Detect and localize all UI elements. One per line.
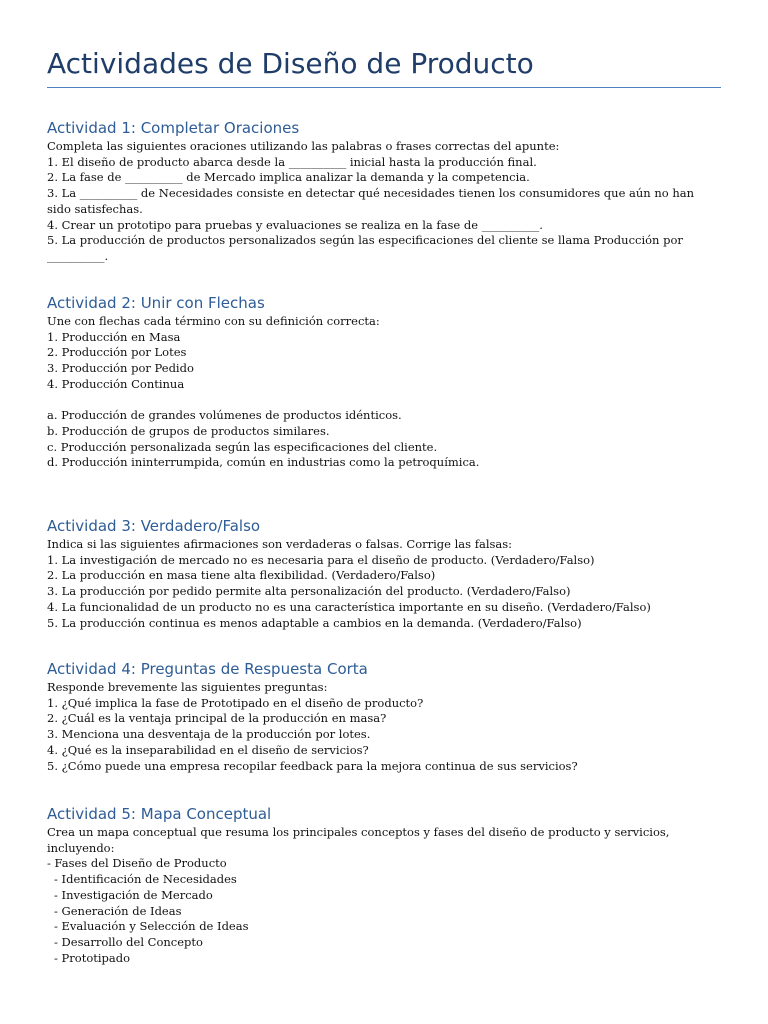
- term-item: 2. Producción por Lotes: [47, 345, 187, 360]
- statement-item: 2. La producción en masa tiene alta flexibilidad. (Verdadero/Falso): [47, 568, 436, 583]
- sub-list-item: - Prototipado: [54, 950, 131, 965]
- list-item: - Fases del Diseño de Producto: [47, 856, 227, 871]
- activity-2: [47, 292, 737, 471]
- statement-item: 4. La funcionalidad de un producto no es una característica importante en su diseño. (Verdadero/Falso): [47, 599, 651, 614]
- activity-3: [47, 515, 737, 631]
- title-underline: [47, 87, 721, 88]
- spacer: [47, 393, 737, 409]
- sentence-item-continuation: sido satisfechas.: [47, 201, 143, 216]
- definition-item: b. Producción de grupos de productos similares.: [47, 423, 330, 438]
- term-item: 4. Producción Continua: [47, 376, 185, 391]
- sub-list-item: - Desarrollo del Concepto: [54, 934, 203, 949]
- activity-heading: Actividad 4: Preguntas de Respuesta Corta: [47, 660, 368, 678]
- activity-heading: Actividad 2: Unir con Flechas: [47, 294, 265, 312]
- instruction-text: Indica si las siguientes afirmaciones son verdaderas o falsas. Corrige las falsas:: [47, 537, 513, 551]
- sub-list-item: - Investigación de Mercado: [54, 887, 213, 902]
- question-item: 4. ¿Qué es la inseparabilidad en el diseño de servicios?: [47, 742, 369, 757]
- term-item: 1. Producción en Masa: [47, 329, 181, 344]
- statement-item: 3. La producción por pedido permite alta personalización del producto. (Verdadero/Falso): [47, 584, 571, 599]
- activity-heading: Actividad 1: Completar Oraciones: [47, 119, 300, 137]
- definition-item: a. Producción de grandes volúmenes de productos idénticos.: [47, 408, 402, 423]
- statement-item: 1. La investigación de mercado no es necesaria para el diseño de producto. (Verdadero/Falso): [47, 552, 595, 567]
- sub-list-item: - Identificación de Necesidades: [54, 872, 237, 887]
- instruction-text: Une con flechas cada término con su definición correcta:: [47, 314, 380, 328]
- definition-item: d. Producción ininterrumpida, común en industrias como la petroquímica.: [47, 455, 480, 470]
- instruction-text-continuation: incluyendo:: [47, 840, 115, 855]
- instruction-text: Responde brevemente las siguientes preguntas:: [47, 680, 328, 694]
- definition-item: c. Producción personalizada según las especificaciones del cliente.: [47, 439, 438, 454]
- sentence-item: 2. La fase de __________ de Mercado implica analizar la demanda y la competencia.: [47, 170, 530, 185]
- activity-5: [47, 803, 737, 966]
- question-item: 3. Menciona una desventaja de la producción por lotes.: [47, 727, 371, 742]
- term-item: 3. Producción por Pedido: [47, 361, 194, 376]
- sentence-item: 5. La producción de productos personalizados según las especificaciones del cliente se llama Producción por: [47, 233, 683, 248]
- activity-4: [47, 658, 737, 774]
- sentence-item: 4. Crear un prototipo para pruebas y evaluaciones se realiza en la fase de __________.: [47, 217, 543, 232]
- activity-heading: Actividad 3: Verdadero/Falso: [47, 517, 261, 535]
- document-title: Actividades de Diseño de Producto: [47, 47, 534, 80]
- sub-list-item: - Generación de Ideas: [54, 903, 182, 918]
- question-item: 1. ¿Qué implica la fase de Prototipado en el diseño de producto?: [47, 695, 424, 710]
- question-item: 2. ¿Cuál es la ventaja principal de la producción en masa?: [47, 711, 387, 726]
- question-item: 5. ¿Cómo puede una empresa recopilar feedback para la mejora continua de sus servicios?: [47, 758, 578, 773]
- activity-heading: Actividad 5: Mapa Conceptual: [47, 805, 272, 823]
- sentence-item: 3. La __________ de Necesidades consiste en detectar qué necesidades tienen los consumidores que aún no han: [47, 186, 695, 201]
- activity-1: [47, 117, 737, 265]
- sub-list-item: - Evaluación y Selección de Ideas: [54, 919, 249, 934]
- sentence-item-continuation: __________.: [47, 248, 109, 263]
- instruction-text: Crea un mapa conceptual que resuma los principales conceptos y fases del diseño de producto y servicios,: [47, 825, 670, 839]
- statement-item: 5. La producción continua es menos adaptable a cambios en la demanda. (Verdadero/Falso): [47, 615, 582, 630]
- instruction-text: Completa las siguientes oraciones utilizando las palabras o frases correctas del apunte:: [47, 139, 560, 153]
- sentence-item: 1. El diseño de producto abarca desde la __________ inicial hasta la producción final.: [47, 154, 537, 169]
